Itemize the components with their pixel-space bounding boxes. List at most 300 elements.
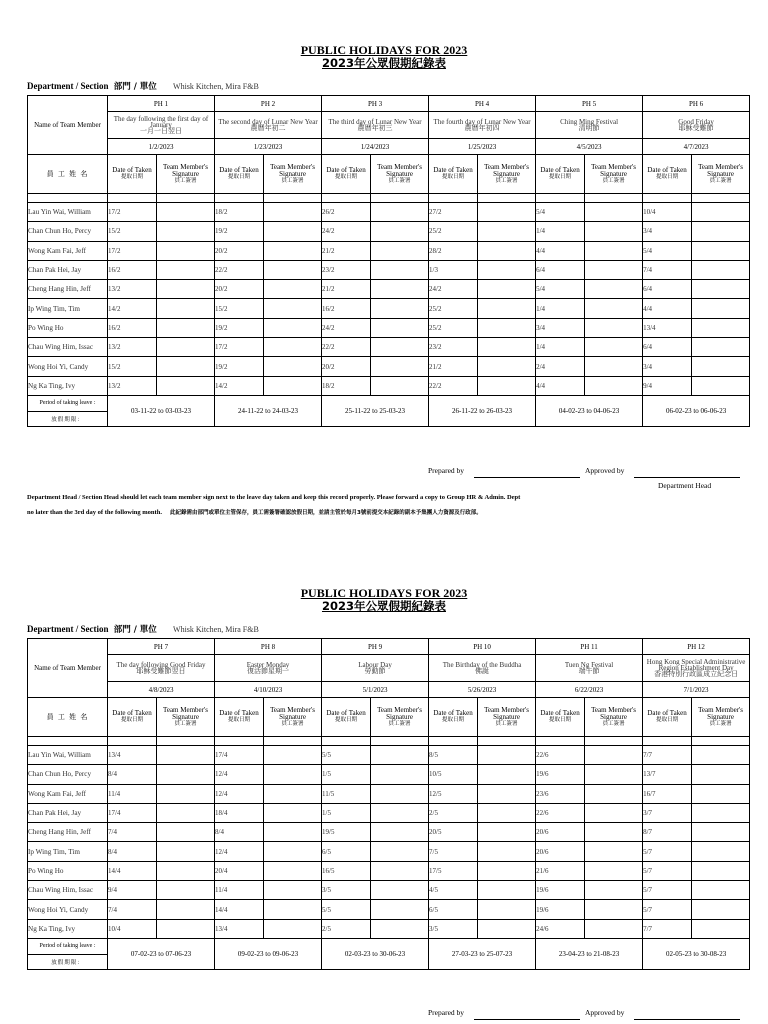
signature-cell[interactable] [371, 861, 429, 880]
date-taken-cell[interactable]: 12/4 [215, 765, 264, 784]
signature-cell[interactable] [264, 861, 322, 880]
date-taken-cell[interactable]: 2/5 [322, 919, 371, 938]
date-taken-cell[interactable]: 14/2 [215, 376, 264, 395]
date-taken-cell[interactable]: 6/5 [429, 900, 478, 919]
date-taken-cell[interactable]: 3/4 [643, 222, 692, 241]
signature-cell[interactable] [157, 784, 215, 803]
approved-by-label: Approved by [585, 466, 625, 475]
holiday-description [108, 112, 215, 139]
signature-cell[interactable] [157, 318, 215, 337]
holiday-date: 1/24/2023 [322, 139, 429, 155]
date-taken-cell[interactable]: 21/6 [536, 861, 585, 880]
date-taken-cell[interactable]: 5/4 [536, 203, 585, 222]
signature-cell[interactable] [157, 746, 215, 765]
signature-cell[interactable] [692, 765, 750, 784]
signature-cell[interactable] [264, 241, 322, 260]
signature-cell[interactable] [585, 881, 643, 900]
date-taken-cell[interactable]: 19/5 [322, 823, 371, 842]
signature-cell[interactable] [157, 842, 215, 861]
signature-cell[interactable] [692, 919, 750, 938]
signature-cell[interactable] [585, 823, 643, 842]
signature-cell[interactable] [371, 746, 429, 765]
signature-cell[interactable] [157, 260, 215, 279]
date-taken-cell[interactable]: 11/4 [108, 784, 157, 803]
signature-cell[interactable] [157, 357, 215, 376]
holiday-description-zh: 耶穌受難節翌日 [136, 667, 186, 675]
signature-cell[interactable] [157, 241, 215, 260]
date-taken-cell[interactable]: 3/7 [643, 803, 692, 822]
signature-cell[interactable] [157, 861, 215, 880]
date-taken-cell[interactable]: 13/2 [108, 376, 157, 395]
signature-cell[interactable] [478, 299, 536, 318]
instruction-note-line-2 [27, 508, 482, 516]
signature-cell[interactable] [157, 299, 215, 318]
date-taken-cell[interactable]: 5/5 [322, 746, 371, 765]
signature-cell[interactable] [692, 260, 750, 279]
date-taken-header-zh: 提取日期 [228, 717, 251, 723]
signature-cell[interactable] [692, 823, 750, 842]
holiday-description-en: The fourth day of Lunar New Year [433, 118, 531, 126]
signature-header [157, 155, 215, 194]
date-taken-cell[interactable]: 8/4 [108, 765, 157, 784]
signature-cell[interactable] [585, 784, 643, 803]
date-taken-cell[interactable]: 22/6 [536, 746, 585, 765]
signature-cell[interactable] [371, 338, 429, 357]
signature-cell[interactable] [264, 299, 322, 318]
date-taken-cell[interactable]: 19/6 [536, 881, 585, 900]
signature-cell[interactable] [264, 260, 322, 279]
signature-cell[interactable] [371, 765, 429, 784]
date-taken-cell[interactable]: 13/4 [215, 919, 264, 938]
signature-cell[interactable] [157, 823, 215, 842]
signature-cell[interactable] [585, 318, 643, 337]
spacer-cell [108, 194, 157, 203]
signature-cell[interactable] [264, 376, 322, 395]
date-taken-cell[interactable]: 5/4 [536, 280, 585, 299]
date-taken-cell[interactable]: 21/2 [429, 357, 478, 376]
date-taken-cell[interactable]: 10/5 [429, 765, 478, 784]
date-taken-cell[interactable]: 17/4 [215, 746, 264, 765]
signature-cell[interactable] [692, 842, 750, 861]
holiday-date: 4/10/2023 [215, 682, 322, 698]
signature-header-zh: 員工簽署 [281, 177, 304, 184]
signature-cell[interactable] [371, 376, 429, 395]
signature-cell[interactable] [585, 260, 643, 279]
date-taken-header-zh: 提取日期 [335, 174, 358, 180]
date-taken-cell[interactable]: 3/5 [322, 881, 371, 900]
signature-cell[interactable] [264, 784, 322, 803]
date-taken-header-zh: 提取日期 [120, 717, 143, 723]
signature-cell[interactable] [585, 919, 643, 938]
signature-cell[interactable] [264, 803, 322, 822]
signature-header [585, 698, 643, 737]
signature-cell[interactable] [371, 784, 429, 803]
date-taken-cell[interactable]: 27/2 [429, 203, 478, 222]
spacer-cell [157, 194, 215, 203]
date-taken-cell[interactable]: 23/2 [429, 338, 478, 357]
spacer-cell [28, 194, 108, 203]
date-taken-cell[interactable]: 18/2 [215, 203, 264, 222]
date-taken-cell[interactable]: 11/5 [322, 784, 371, 803]
date-taken-cell[interactable]: 13/4 [643, 318, 692, 337]
signature-header-zh: 員工簽署 [495, 720, 518, 727]
signature-cell[interactable] [692, 241, 750, 260]
date-taken-cell[interactable]: 13/2 [108, 338, 157, 357]
signature-cell[interactable] [692, 861, 750, 880]
signature-cell[interactable] [371, 241, 429, 260]
spacer-cell [108, 737, 157, 746]
date-taken-cell[interactable]: 22/2 [215, 260, 264, 279]
date-taken-cell[interactable]: 3/5 [429, 919, 478, 938]
date-taken-cell[interactable]: 22/2 [322, 338, 371, 357]
signature-cell[interactable] [478, 919, 536, 938]
date-taken-cell[interactable]: 26/2 [322, 203, 371, 222]
date-taken-cell[interactable]: 6/4 [536, 260, 585, 279]
date-taken-cell[interactable]: 1/4 [536, 299, 585, 318]
date-taken-cell[interactable]: 28/2 [429, 241, 478, 260]
date-taken-cell[interactable]: 19/6 [536, 765, 585, 784]
date-taken-cell[interactable]: 12/4 [215, 784, 264, 803]
holiday-description-zh: 勞動節 [364, 667, 386, 675]
date-taken-cell[interactable]: 4/4 [536, 376, 585, 395]
date-taken-cell[interactable]: 19/2 [215, 318, 264, 337]
signature-cell[interactable] [264, 881, 322, 900]
date-taken-cell[interactable]: 6/5 [322, 842, 371, 861]
date-taken-cell[interactable]: 20/2 [322, 357, 371, 376]
signature-cell[interactable] [478, 861, 536, 880]
signature-cell[interactable] [478, 260, 536, 279]
name-header-zh: 員 工 姓 名 [28, 698, 108, 737]
date-taken-cell[interactable]: 6/4 [643, 338, 692, 357]
name-header-zh: 員 工 姓 名 [28, 155, 108, 194]
signature-cell[interactable] [478, 241, 536, 260]
date-taken-cell[interactable]: 5/5 [322, 900, 371, 919]
date-taken-cell[interactable]: 24/2 [322, 222, 371, 241]
signature-cell[interactable] [264, 842, 322, 861]
date-taken-cell[interactable]: 12/5 [429, 784, 478, 803]
date-taken-cell[interactable]: 9/4 [108, 881, 157, 900]
date-taken-cell[interactable]: 18/4 [215, 803, 264, 822]
signature-cell[interactable] [692, 357, 750, 376]
date-taken-cell[interactable]: 7/4 [108, 823, 157, 842]
date-taken-cell[interactable]: 17/5 [429, 861, 478, 880]
signature-cell[interactable] [692, 803, 750, 822]
signature-cell[interactable] [371, 260, 429, 279]
signature-cell[interactable] [692, 784, 750, 803]
date-taken-cell[interactable]: 11/4 [215, 881, 264, 900]
date-taken-cell[interactable]: 13/2 [108, 280, 157, 299]
holiday-description [215, 112, 322, 139]
signature-cell[interactable] [478, 376, 536, 395]
signature-cell[interactable] [264, 318, 322, 337]
signature-cell[interactable] [692, 376, 750, 395]
date-taken-cell[interactable]: 24/6 [536, 919, 585, 938]
signature-cell[interactable] [478, 842, 536, 861]
signature-cell[interactable] [585, 280, 643, 299]
date-taken-cell[interactable]: 1/4 [536, 222, 585, 241]
period-label-zh: 放假期限： [28, 411, 108, 426]
table-row [28, 881, 750, 900]
date-taken-cell[interactable]: 17/2 [108, 241, 157, 260]
prepared-by-line [474, 477, 580, 478]
date-taken-cell[interactable]: 5/4 [643, 241, 692, 260]
signature-cell[interactable] [585, 222, 643, 241]
table-row [28, 203, 750, 222]
signature-cell[interactable] [371, 222, 429, 241]
date-taken-cell[interactable]: 18/2 [322, 376, 371, 395]
signature-cell[interactable] [264, 765, 322, 784]
signature-cell[interactable] [157, 376, 215, 395]
date-taken-cell[interactable]: 7/4 [643, 260, 692, 279]
date-taken-cell[interactable]: 25/2 [429, 299, 478, 318]
signature-cell[interactable] [371, 881, 429, 900]
signature-cell[interactable] [264, 746, 322, 765]
signature-header [692, 155, 750, 194]
holiday-label: PH 4 [429, 96, 536, 112]
signature-cell[interactable] [585, 203, 643, 222]
date-taken-header-en: Date of Taken [326, 166, 366, 174]
approved-by-line [634, 477, 740, 478]
date-taken-cell[interactable]: 25/2 [429, 222, 478, 241]
signature-cell[interactable] [692, 280, 750, 299]
holiday-label: PH 7 [108, 639, 215, 655]
prepared-by-label: Prepared by [428, 1008, 465, 1017]
holiday-label: PH 2 [215, 96, 322, 112]
signature-cell[interactable] [585, 241, 643, 260]
date-taken-header [429, 155, 478, 194]
signature-cell[interactable] [585, 746, 643, 765]
signature-cell[interactable] [157, 280, 215, 299]
date-taken-cell[interactable]: 20/5 [429, 823, 478, 842]
date-taken-cell[interactable]: 16/7 [643, 784, 692, 803]
signature-cell[interactable] [478, 881, 536, 900]
signature-cell[interactable] [478, 765, 536, 784]
date-taken-cell[interactable]: 23/6 [536, 784, 585, 803]
signature-cell[interactable] [157, 203, 215, 222]
date-taken-header [215, 155, 264, 194]
holiday-description-en: Easter Monday [246, 661, 290, 669]
date-taken-cell[interactable]: 7/7 [643, 919, 692, 938]
date-taken-cell[interactable]: 17/4 [108, 803, 157, 822]
signature-cell[interactable] [264, 357, 322, 376]
signature-cell[interactable] [371, 900, 429, 919]
signature-cell[interactable] [478, 318, 536, 337]
signature-cell[interactable] [692, 881, 750, 900]
signature-header-zh: 員工簽署 [602, 720, 625, 727]
signature-cell[interactable] [478, 784, 536, 803]
date-taken-cell[interactable]: 9/4 [643, 376, 692, 395]
table-row [28, 803, 750, 822]
date-taken-header-en: Date of Taken [219, 709, 259, 717]
date-taken-cell[interactable]: 16/2 [108, 318, 157, 337]
signature-cell[interactable] [692, 338, 750, 357]
signature-cell[interactable] [692, 900, 750, 919]
date-taken-cell[interactable]: 10/4 [643, 203, 692, 222]
signature-cell[interactable] [478, 823, 536, 842]
signature-cell[interactable] [264, 203, 322, 222]
signature-cell[interactable] [157, 919, 215, 938]
signature-cell[interactable] [585, 842, 643, 861]
spacer-cell [692, 194, 750, 203]
date-taken-cell[interactable]: 25/2 [429, 318, 478, 337]
holiday-date: 6/22/2023 [536, 682, 643, 698]
signature-cell[interactable] [692, 222, 750, 241]
date-taken-cell[interactable]: 7/7 [643, 746, 692, 765]
signature-cell[interactable] [371, 803, 429, 822]
signature-cell[interactable] [478, 357, 536, 376]
date-taken-cell[interactable]: 19/2 [215, 222, 264, 241]
signature-cell[interactable] [371, 357, 429, 376]
signature-cell[interactable] [585, 803, 643, 822]
sheet-title-zh: 2023年公眾假期紀錄表 [321, 599, 446, 613]
date-taken-cell[interactable]: 21/2 [322, 241, 371, 260]
holiday-description [429, 655, 536, 682]
date-taken-cell[interactable]: 13/4 [108, 746, 157, 765]
date-taken-cell[interactable]: 1/5 [322, 803, 371, 822]
signature-cell[interactable] [264, 823, 322, 842]
date-taken-cell[interactable]: 22/6 [536, 803, 585, 822]
date-taken-cell[interactable]: 5/7 [643, 900, 692, 919]
signature-cell[interactable] [585, 357, 643, 376]
signature-header-zh: 員工簽署 [709, 177, 732, 184]
signature-cell[interactable] [264, 338, 322, 357]
sheet-title-en: PUBLIC HOLIDAYS FOR 2023 [300, 43, 468, 57]
signature-cell[interactable] [478, 222, 536, 241]
date-taken-cell[interactable]: 1/5 [322, 765, 371, 784]
date-taken-cell[interactable]: 1/4 [536, 338, 585, 357]
date-taken-cell[interactable]: 24/2 [322, 318, 371, 337]
date-taken-cell[interactable]: 20/2 [215, 280, 264, 299]
date-taken-cell[interactable]: 15/2 [108, 357, 157, 376]
signature-cell[interactable] [157, 222, 215, 241]
date-taken-cell[interactable]: 21/2 [322, 280, 371, 299]
date-taken-cell[interactable]: 3/4 [536, 318, 585, 337]
signature-cell[interactable] [157, 900, 215, 919]
date-taken-header [322, 155, 371, 194]
date-taken-cell[interactable]: 5/7 [643, 842, 692, 861]
date-taken-cell[interactable]: 8/4 [108, 842, 157, 861]
signature-cell[interactable] [478, 338, 536, 357]
signature-cell[interactable] [692, 746, 750, 765]
date-taken-cell[interactable]: 20/6 [536, 842, 585, 861]
date-taken-cell[interactable]: 12/4 [215, 842, 264, 861]
signature-cell[interactable] [478, 203, 536, 222]
date-taken-cell[interactable]: 10/4 [108, 919, 157, 938]
signature-cell[interactable] [585, 861, 643, 880]
date-taken-cell[interactable]: 22/2 [429, 376, 478, 395]
date-taken-cell[interactable]: 7/5 [429, 842, 478, 861]
date-taken-cell[interactable]: 16/2 [108, 260, 157, 279]
signature-cell[interactable] [585, 376, 643, 395]
date-taken-cell[interactable]: 20/4 [215, 861, 264, 880]
spacer-cell [692, 737, 750, 746]
date-taken-cell[interactable]: 6/4 [643, 280, 692, 299]
member-name: Lau Yin Wai, William [28, 203, 108, 222]
date-taken-header-en: Date of Taken [326, 709, 366, 717]
signature-cell[interactable] [264, 280, 322, 299]
date-taken-cell[interactable]: 7/4 [108, 900, 157, 919]
date-taken-cell[interactable]: 20/2 [215, 241, 264, 260]
signature-cell[interactable] [157, 803, 215, 822]
signature-cell[interactable] [478, 803, 536, 822]
signature-cell[interactable] [371, 919, 429, 938]
signature-cell[interactable] [157, 881, 215, 900]
date-taken-cell[interactable]: 5/7 [643, 861, 692, 880]
signature-cell[interactable] [264, 919, 322, 938]
signature-cell[interactable] [371, 203, 429, 222]
signature-cell[interactable] [585, 299, 643, 318]
signature-cell[interactable] [585, 765, 643, 784]
sheet-title-en: PUBLIC HOLIDAYS FOR 2023 [300, 586, 468, 600]
signature-cell[interactable] [692, 318, 750, 337]
signature-cell[interactable] [478, 280, 536, 299]
date-taken-cell[interactable]: 2/4 [536, 357, 585, 376]
signature-cell[interactable] [157, 765, 215, 784]
date-taken-cell[interactable]: 4/4 [536, 241, 585, 260]
instruction-note-line-1: Department Head / Section Head should let each team member sign next to the leave day taken and keep this record properly. Please forward a copy to Group HR & Admin. Dept [27, 494, 521, 501]
date-taken-cell[interactable]: 15/2 [108, 222, 157, 241]
date-taken-cell[interactable]: 8/7 [643, 823, 692, 842]
date-taken-cell[interactable]: 13/7 [643, 765, 692, 784]
date-taken-cell[interactable]: 4/4 [643, 299, 692, 318]
signature-cell[interactable] [371, 280, 429, 299]
date-taken-cell[interactable]: 8/5 [429, 746, 478, 765]
date-taken-cell[interactable]: 24/2 [429, 280, 478, 299]
signature-header-en: Team Member's Signature [377, 162, 422, 178]
signature-header-en: Team Member's Signature [591, 162, 637, 178]
signature-cell[interactable] [478, 900, 536, 919]
signature-cell[interactable] [585, 338, 643, 357]
date-taken-cell[interactable]: 23/2 [322, 260, 371, 279]
table-row [28, 746, 750, 765]
signature-cell[interactable] [157, 338, 215, 357]
table-row [28, 299, 750, 318]
signature-cell[interactable] [264, 222, 322, 241]
date-taken-cell[interactable]: 3/4 [643, 357, 692, 376]
date-taken-cell[interactable]: 20/6 [536, 823, 585, 842]
date-taken-cell[interactable]: 14/2 [108, 299, 157, 318]
date-taken-cell[interactable]: 4/5 [429, 881, 478, 900]
date-taken-cell[interactable]: 19/6 [536, 900, 585, 919]
date-taken-cell[interactable]: 19/2 [215, 357, 264, 376]
signature-cell[interactable] [585, 900, 643, 919]
date-taken-cell[interactable]: 15/2 [215, 299, 264, 318]
holiday-table [27, 638, 750, 970]
date-taken-cell[interactable]: 14/4 [215, 900, 264, 919]
period-range: 23-04-23 to 21-08-23 [536, 938, 643, 969]
signature-cell[interactable] [371, 842, 429, 861]
date-taken-cell[interactable]: 8/4 [215, 823, 264, 842]
signature-cell[interactable] [371, 299, 429, 318]
date-taken-cell[interactable]: 17/2 [108, 203, 157, 222]
signature-cell[interactable] [371, 318, 429, 337]
member-name: Chau Wing Him, Issac [28, 881, 108, 900]
department-line [27, 623, 259, 635]
date-taken-cell[interactable]: 5/7 [643, 881, 692, 900]
signature-cell[interactable] [692, 203, 750, 222]
date-taken-cell[interactable]: 2/5 [429, 803, 478, 822]
date-taken-cell[interactable]: 14/4 [108, 861, 157, 880]
signature-cell[interactable] [692, 299, 750, 318]
date-taken-cell[interactable]: 1/3 [429, 260, 478, 279]
signature-cell[interactable] [478, 746, 536, 765]
date-taken-cell[interactable]: 16/5 [322, 861, 371, 880]
signature-cell[interactable] [371, 823, 429, 842]
date-taken-cell[interactable]: 17/2 [215, 338, 264, 357]
spacer-cell [429, 737, 478, 746]
signature-cell[interactable] [264, 900, 322, 919]
date-taken-cell[interactable]: 16/2 [322, 299, 371, 318]
